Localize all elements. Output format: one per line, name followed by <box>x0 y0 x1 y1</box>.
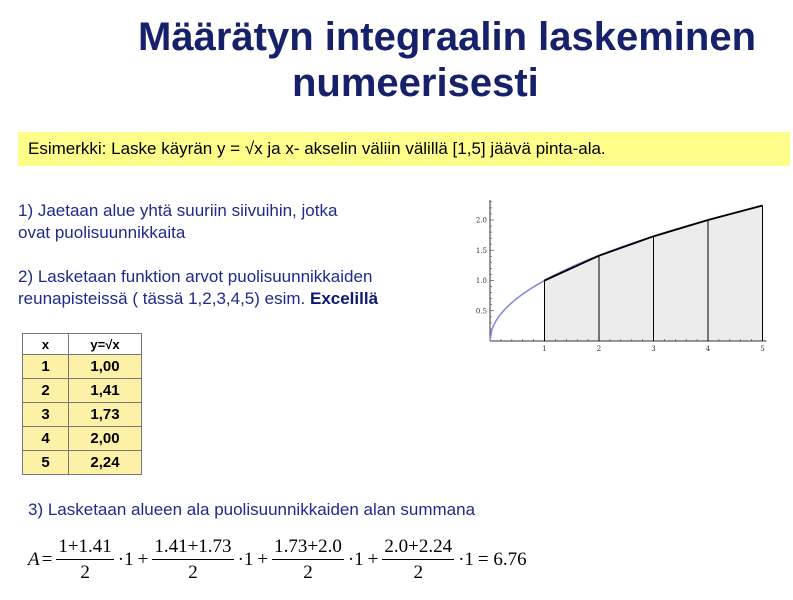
fraction-denominator: 2 <box>303 562 313 583</box>
table-row <box>23 451 142 475</box>
cell-x: 1 <box>23 355 69 379</box>
formula-plus: + <box>257 549 269 570</box>
step-2-line-1: 2) Lasketaan funktion arvot puolisuunnikkaiden <box>18 267 373 286</box>
step-1-text <box>18 200 337 244</box>
trapezoid-area <box>708 205 763 341</box>
table-row <box>23 355 142 379</box>
cell-y: 1,73 <box>69 403 142 427</box>
cell-x: 2 <box>23 379 69 403</box>
cell-x: 5 <box>23 451 69 475</box>
fraction-denominator: 2 <box>413 562 423 583</box>
formula-times: ·1 <box>458 549 474 570</box>
step-3-text: 3) Lasketaan alueen ala puolisuunnikkaiden alan summana <box>28 500 476 519</box>
formula-times: ·1 <box>117 549 134 570</box>
cell-y: 2,24 <box>69 451 142 475</box>
y-tick-label: 2.0 <box>475 216 487 225</box>
table-header-row <box>23 334 142 355</box>
fraction-numerator: 1.73+2.0 <box>272 536 344 560</box>
formula-equals: = <box>41 549 53 570</box>
step-1-line-1: 1) Jaetaan alue yhtä suuriin siivuihin, jotka <box>18 201 338 220</box>
step-2-line-2-text: reunapisteissä ( tässä 1,2,3,4,5) esim. <box>18 289 310 308</box>
y-tick-label: 1.5 <box>475 246 487 255</box>
cell-y: 2,00 <box>69 427 142 451</box>
cell-x: 4 <box>23 427 69 451</box>
title-line-1: Määrätyn integraalin laskeminen <box>138 15 757 59</box>
step-2-line-2 <box>18 288 378 310</box>
y-tick-label: 0.5 <box>475 307 487 316</box>
fraction-denominator: 2 <box>188 562 198 583</box>
formula-times: ·1 <box>347 549 364 570</box>
step-2-text <box>18 266 378 310</box>
integral-chart <box>462 200 772 360</box>
column-header-y: y=√x <box>69 334 142 355</box>
column-header-x: x <box>23 334 69 355</box>
x-tick-label: 1 <box>542 345 547 353</box>
values-table <box>22 333 142 475</box>
formula-plus: + <box>367 549 379 570</box>
fraction-term <box>272 536 344 584</box>
formula-lhs: A <box>28 549 40 570</box>
cell-y: 1,00 <box>69 355 142 379</box>
step-1-line-2: ovat puolisuunnikkaita <box>18 223 186 242</box>
fraction-numerator: 1.41+1.73 <box>152 536 233 560</box>
x-tick-label: 3 <box>651 345 656 353</box>
formula-result: = 6.76 <box>477 549 527 570</box>
table-row <box>23 379 142 403</box>
area-formula <box>28 536 529 584</box>
table-row <box>23 427 142 451</box>
formula-plus: + <box>137 549 149 570</box>
fraction-numerator: 1+1.41 <box>56 536 113 560</box>
table-row <box>23 403 142 427</box>
cell-x: 3 <box>23 403 69 427</box>
fraction-term <box>382 536 454 584</box>
example-banner: Esimerkki: Laske käyrän y = √x ja x- akselin väliin välillä [1,5] jäävä pinta-ala. <box>18 132 790 166</box>
x-tick-label: 5 <box>760 345 765 353</box>
formula-times: ·1 <box>237 549 254 570</box>
cell-y: 1,41 <box>69 379 142 403</box>
fraction-term <box>56 536 113 584</box>
y-tick-label: 1.0 <box>475 277 487 285</box>
fraction-numerator: 2.0+2.24 <box>382 536 454 560</box>
x-tick-label: 2 <box>596 345 602 353</box>
trapezoid-area <box>654 220 709 341</box>
fraction-denominator: 2 <box>80 562 90 583</box>
title-line-2: numeerisesti <box>292 61 539 105</box>
fraction-term <box>152 536 233 584</box>
x-tick-label: 4 <box>705 345 711 353</box>
excel-emphasis: Excelillä <box>309 289 379 308</box>
